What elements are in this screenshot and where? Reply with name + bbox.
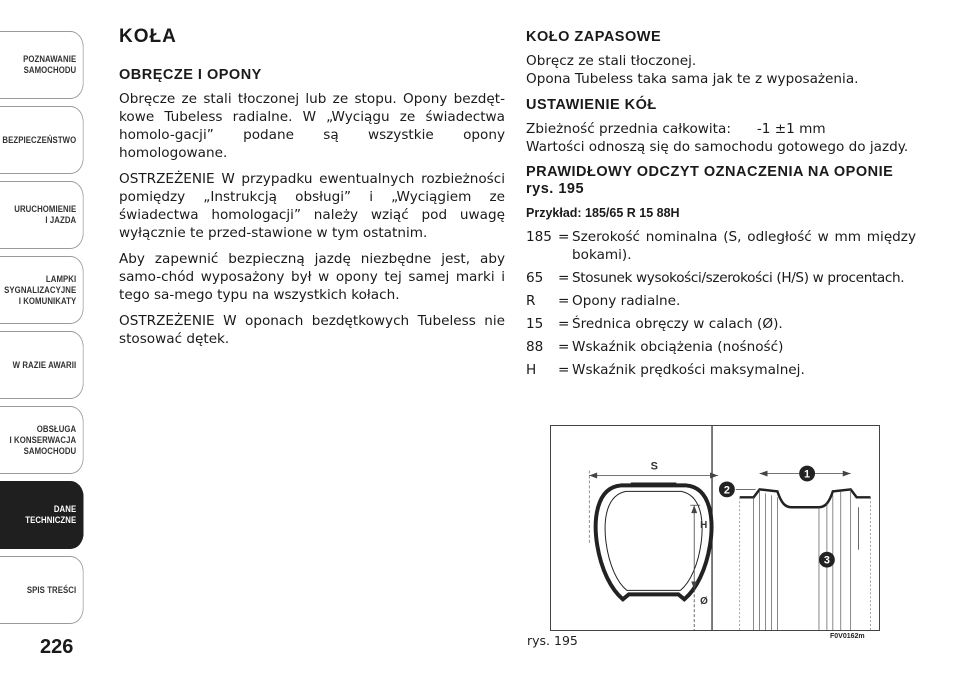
tab-w-razie-awarii[interactable]: W RAZIE AWARII: [0, 331, 84, 399]
tyre-diagram-svg: [551, 426, 879, 630]
alignment-line-2: Wartości odnoszą się do samochodu gotowego do jazdy.: [526, 139, 909, 155]
code-key: 185: [526, 229, 552, 245]
page-number: 226: [40, 636, 74, 658]
rim-profile: [719, 466, 871, 630]
code-equals: =: [558, 316, 570, 332]
code-key: R: [526, 293, 536, 309]
section-heading-tyre-marking: PRAWIDŁOWY ODCZYT OZNACZENIA NA OPONIE rys. 195: [526, 164, 894, 197]
code-equals: =: [558, 229, 570, 245]
alignment-line-1: Zbieżność przednia całkowita: -1 ±1 mm: [526, 121, 826, 137]
callout-3-label: 3: [823, 554, 830, 567]
code-key: H: [526, 362, 537, 378]
tab-dane-techniczne[interactable]: DANE TECHNICZNE: [0, 481, 84, 549]
section-heading-spare-wheel: KOŁO ZAPASOWE: [526, 29, 662, 45]
figure-caption: rys. 195: [527, 633, 578, 648]
code-equals: =: [558, 362, 570, 378]
code-key: 65: [526, 270, 544, 286]
label-h: H: [700, 520, 708, 531]
left-column: [119, 28, 505, 356]
code-description: Wskaźnik prędkości maksymalnej.: [572, 362, 805, 378]
tab-uruchomienie-i-jazda[interactable]: URUCHOMIENIE I JAZDA: [0, 181, 84, 249]
code-description: Szerokość nominalna (S, odległość w mm między bokami).: [572, 229, 916, 263]
spare-line-2: Opona Tubeless taka sama jak te z wyposażenia.: [526, 71, 859, 87]
tyre-cross-section: [589, 461, 718, 630]
tab-obsluga-i-konserwacja[interactable]: OBSŁUGA I KONSERWACJA SAMOCHODU: [0, 406, 84, 474]
marking-example: Przykład: 185/65 R 15 88H: [526, 206, 680, 220]
paragraph-warning-tubeless: OSTRZEŻENIE W oponach bezdętkowych Tubeless nie stosować dętek.: [119, 313, 505, 347]
callout-1-label: 1: [804, 468, 811, 481]
code-equals: =: [558, 339, 570, 355]
code-row: [526, 269, 916, 287]
label-s: S: [650, 460, 658, 473]
right-column: [526, 28, 916, 384]
paragraph-same-tyres: Aby zapewnić bezpieczną jazdę niezbędne jest, aby samo-chód wyposażony był w opony tej samej marki i tego sa-mego typu na wszystkich kołach.: [119, 251, 505, 303]
tab-poznawanie-samochodu[interactable]: POZNAWANIE SAMOCHODU: [0, 31, 84, 99]
section-heading-rims-tyres: OBRĘCZE I OPONY: [119, 67, 262, 83]
tab-spis-tresci[interactable]: SPIS TREŚCI: [0, 556, 84, 624]
code-row: [526, 338, 916, 356]
section-heading-wheel-alignment: USTAWIENIE KÓŁ: [526, 97, 657, 113]
tyre-diagram: [550, 425, 880, 631]
tab-bezpieczenstwo[interactable]: BEZPIECZEŃSTWO: [0, 106, 84, 174]
page-title: KOŁA: [119, 26, 177, 47]
code-row: [526, 228, 916, 264]
spare-line-1: Obręcz ze stali tłoczonej.: [526, 53, 697, 69]
paragraph-warning-homologation: OSTRZEŻENIE W przypadku ewentualnych rozbieżności pomiędzy „Instrukcją obsługi” i „Wyciągiem ze świadectwa homologacji” należy wziąć pod uwagę wyłącznie te przed-stawione w tym ostatnim.: [119, 171, 505, 241]
chapter-sidebar: [0, 0, 104, 677]
paragraph-rims: Obręcze ze stali tłoczonej lub ze stopu. Opony bezdęt-kowe Tubeless radialne. W „Wyciągu ze świadectwa homolo-gacji” podane są wszystkie opony homologowane.: [119, 91, 505, 161]
code-key: 88: [526, 339, 544, 355]
code-row: [526, 292, 916, 310]
code-equals: =: [558, 270, 570, 286]
code-description: Wskaźnik obciążenia (nośność): [572, 339, 784, 355]
code-description: Stosunek wysokości/szerokości (H/S) w procentach.: [572, 270, 905, 286]
code-description: Średnica obręczy w calach (Ø).: [572, 316, 783, 332]
callout-2-label: 2: [723, 484, 730, 497]
tab-lampki-sygnalizacyjne[interactable]: LAMPKI SYGNALIZACYJNE I KOMUNIKATY: [0, 256, 84, 324]
figure-code: F0V0162m: [830, 633, 865, 640]
code-row: [526, 315, 916, 333]
code-key: 15: [526, 316, 544, 332]
code-description: Opony radialne.: [572, 293, 681, 309]
code-row: [526, 361, 916, 379]
code-equals: =: [558, 293, 570, 309]
label-diameter: Ø: [700, 596, 708, 608]
